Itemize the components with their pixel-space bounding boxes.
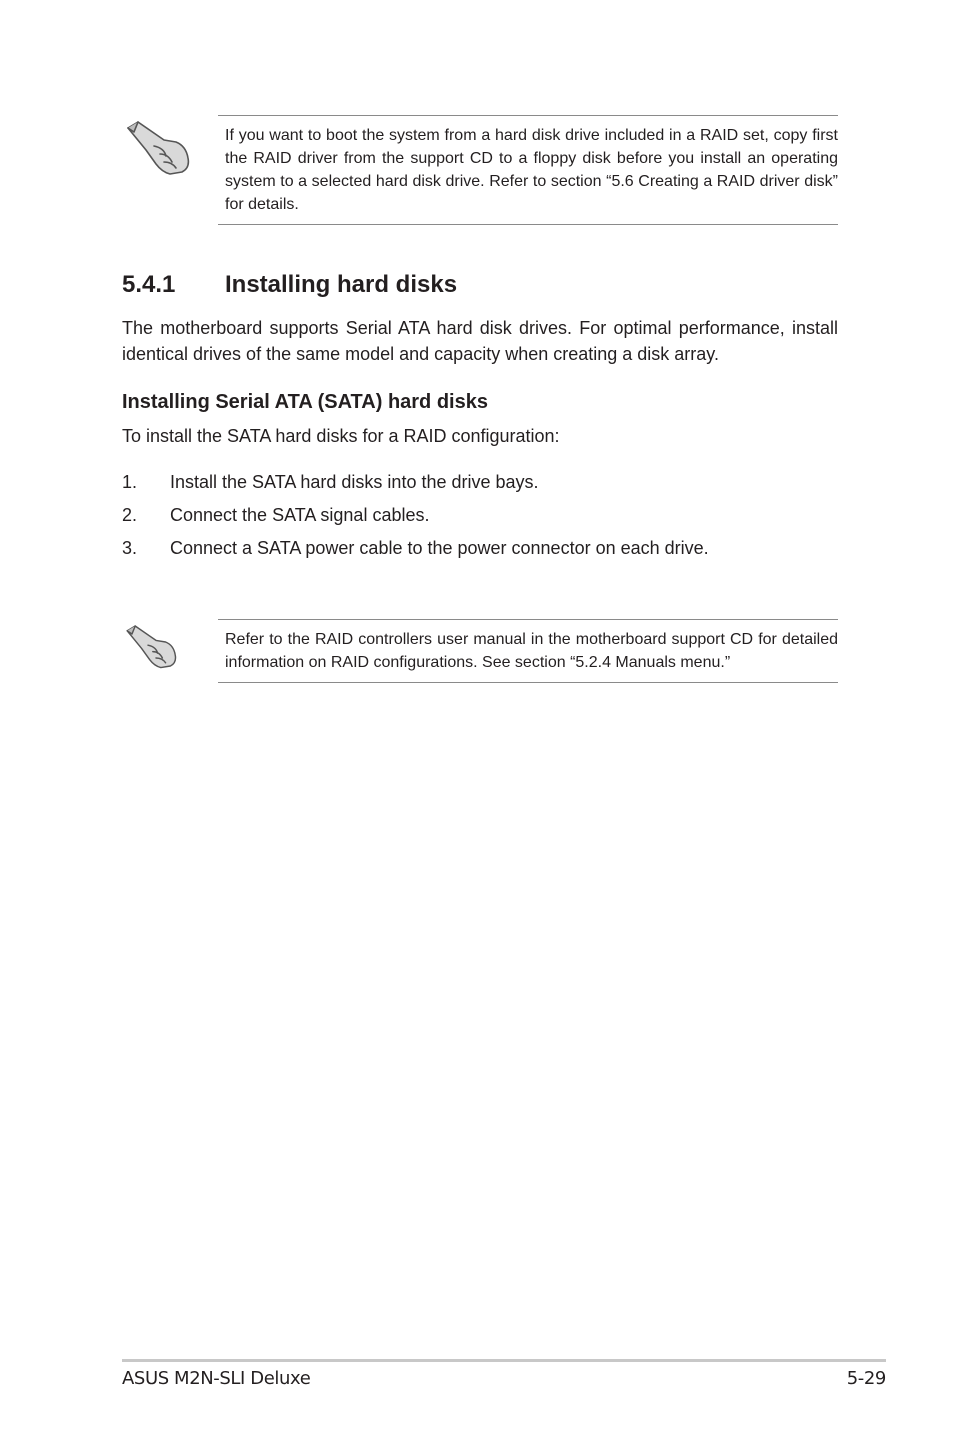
note-box: [218, 115, 838, 225]
list-item: [122, 535, 838, 568]
step-text: Install the SATA hard disks into the drive bays.: [170, 472, 539, 492]
list-item: [122, 469, 838, 502]
steps-list: [122, 469, 838, 568]
step-number: 3.: [122, 538, 138, 558]
hand-note-icon: [124, 118, 194, 176]
section-number: 5.4.1: [122, 271, 176, 298]
list-item: [122, 502, 838, 535]
note-text: If you want to boot the system from a hard disk drive included in a RAID set, copy first the RAID driver from the support CD to a floppy disk before you install an operating system to a selected hard disk drive. Refer to section “5.6 Creating a RAID driver disk” for details.: [225, 127, 838, 213]
intro-paragraph: The motherboard supports Serial ATA hard disk drives. For optimal performance, install identical drives of the same model and capacity when creating a disk array.: [122, 318, 838, 364]
footer-page-number: 5-29: [846, 1368, 886, 1389]
step-text: Connect the SATA signal cables.: [170, 505, 430, 525]
step-number: 1.: [122, 472, 138, 492]
note-box: [218, 619, 838, 683]
section-title: Installing hard disks: [225, 271, 458, 298]
hand-note-icon: [124, 622, 180, 670]
note-text: Refer to the RAID controllers user manual in the motherboard support CD for detailed information on RAID configurations. See section “5.2.4 Manuals menu.”: [225, 631, 838, 671]
footer-divider: [122, 1359, 886, 1362]
step-number: 2.: [122, 505, 138, 525]
step-text: Connect a SATA power cable to the power connector on each drive.: [170, 538, 709, 558]
steps-lead: To install the SATA hard disks for a RAID configuration:: [122, 426, 560, 446]
subsection-heading: Installing Serial ATA (SATA) hard disks: [122, 391, 488, 413]
footer-product-name: ASUS M2N-SLI Deluxe: [122, 1368, 311, 1389]
section-heading: [122, 270, 457, 300]
